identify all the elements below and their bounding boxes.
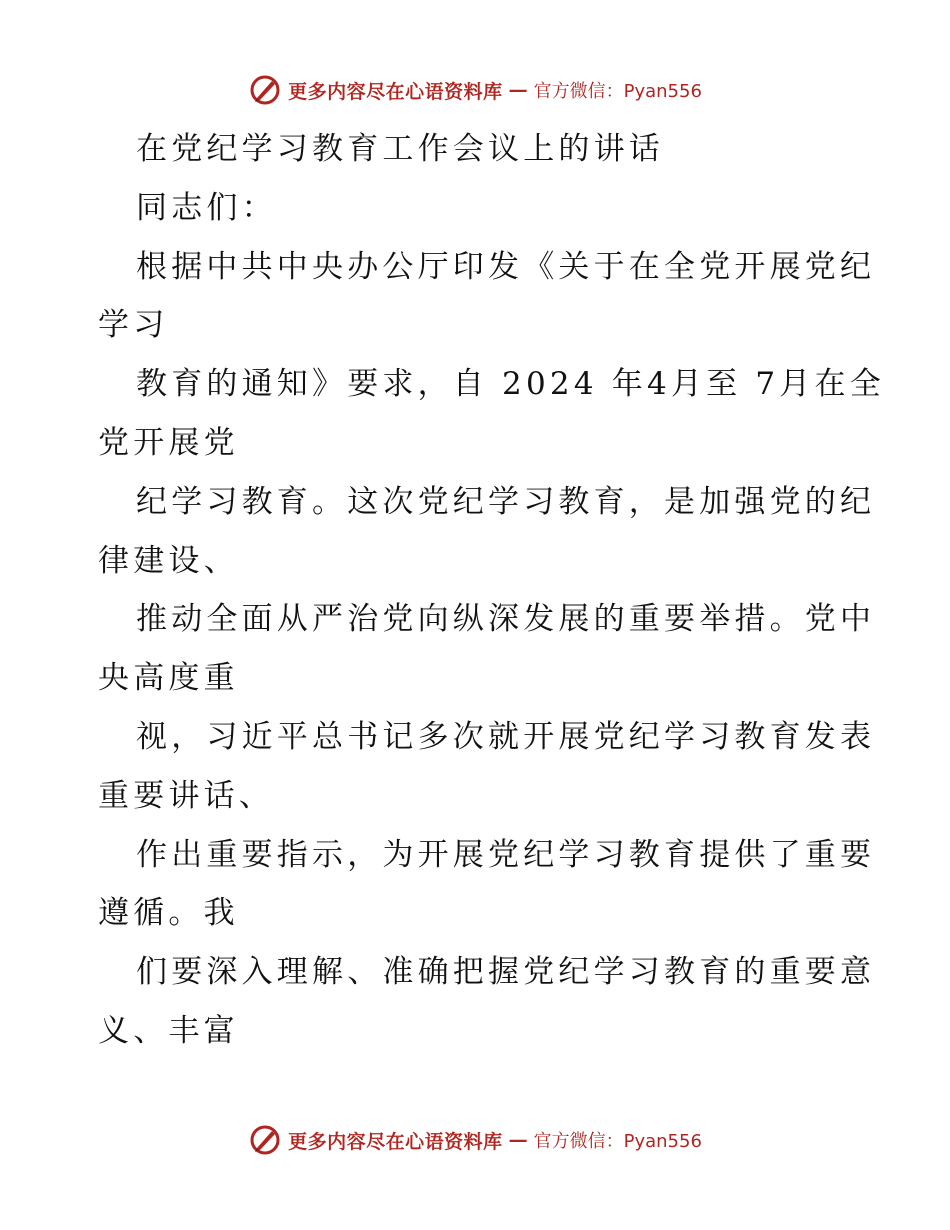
footer-banner (0, 1120, 950, 1160)
body-line: 党开展党 (98, 424, 239, 461)
body-line: 推动全面从严治党向纵深发展的重要举措。党中 (136, 601, 876, 638)
document-body (98, 120, 885, 1061)
body-line: 作出重要指示，为开展党纪学习教育提供了重要 (136, 836, 876, 873)
salutation: 同志们： (136, 189, 277, 226)
body-line: 律建设、 (98, 542, 239, 579)
header-banner-title: 更多内容尽在心语资料库 (288, 80, 503, 103)
header-banner-separator: — (508, 79, 528, 101)
body-line: 学习 (98, 307, 169, 344)
body-line: 视，习近平总书记多次就开展党纪学习教育发表 (136, 718, 876, 755)
body-line: 纪学习教育。这次党纪学习教育，是加强党的纪 (136, 483, 876, 520)
header-wechat-label: 官方微信：Pyan556 (533, 81, 702, 102)
footer-wechat-label: 官方微信：Pyan556 (533, 1131, 702, 1152)
body-line: 们要深入理解、准确把握党纪学习教育的重要意 (136, 954, 876, 991)
pen-quill-logo-icon (248, 73, 282, 107)
header-banner (0, 70, 950, 110)
footer-banner-title: 更多内容尽在心语资料库 (288, 1130, 503, 1153)
body-line: 根据中共中央办公厅印发《关于在全党开展党纪 (136, 248, 876, 285)
body-line: 义、丰富 (98, 1012, 239, 1049)
body-line: 教育的通知》要求，自 2024 年4月至 7月在全 (136, 366, 885, 403)
document-title: 在党纪学习教育工作会议上的讲话 (136, 131, 664, 167)
body-line: 重要讲话、 (98, 777, 274, 814)
pen-quill-logo-icon (248, 1123, 282, 1157)
body-line: 遵循。我 (98, 895, 239, 932)
body-line: 央高度重 (98, 660, 239, 697)
footer-banner-separator: — (508, 1129, 528, 1151)
